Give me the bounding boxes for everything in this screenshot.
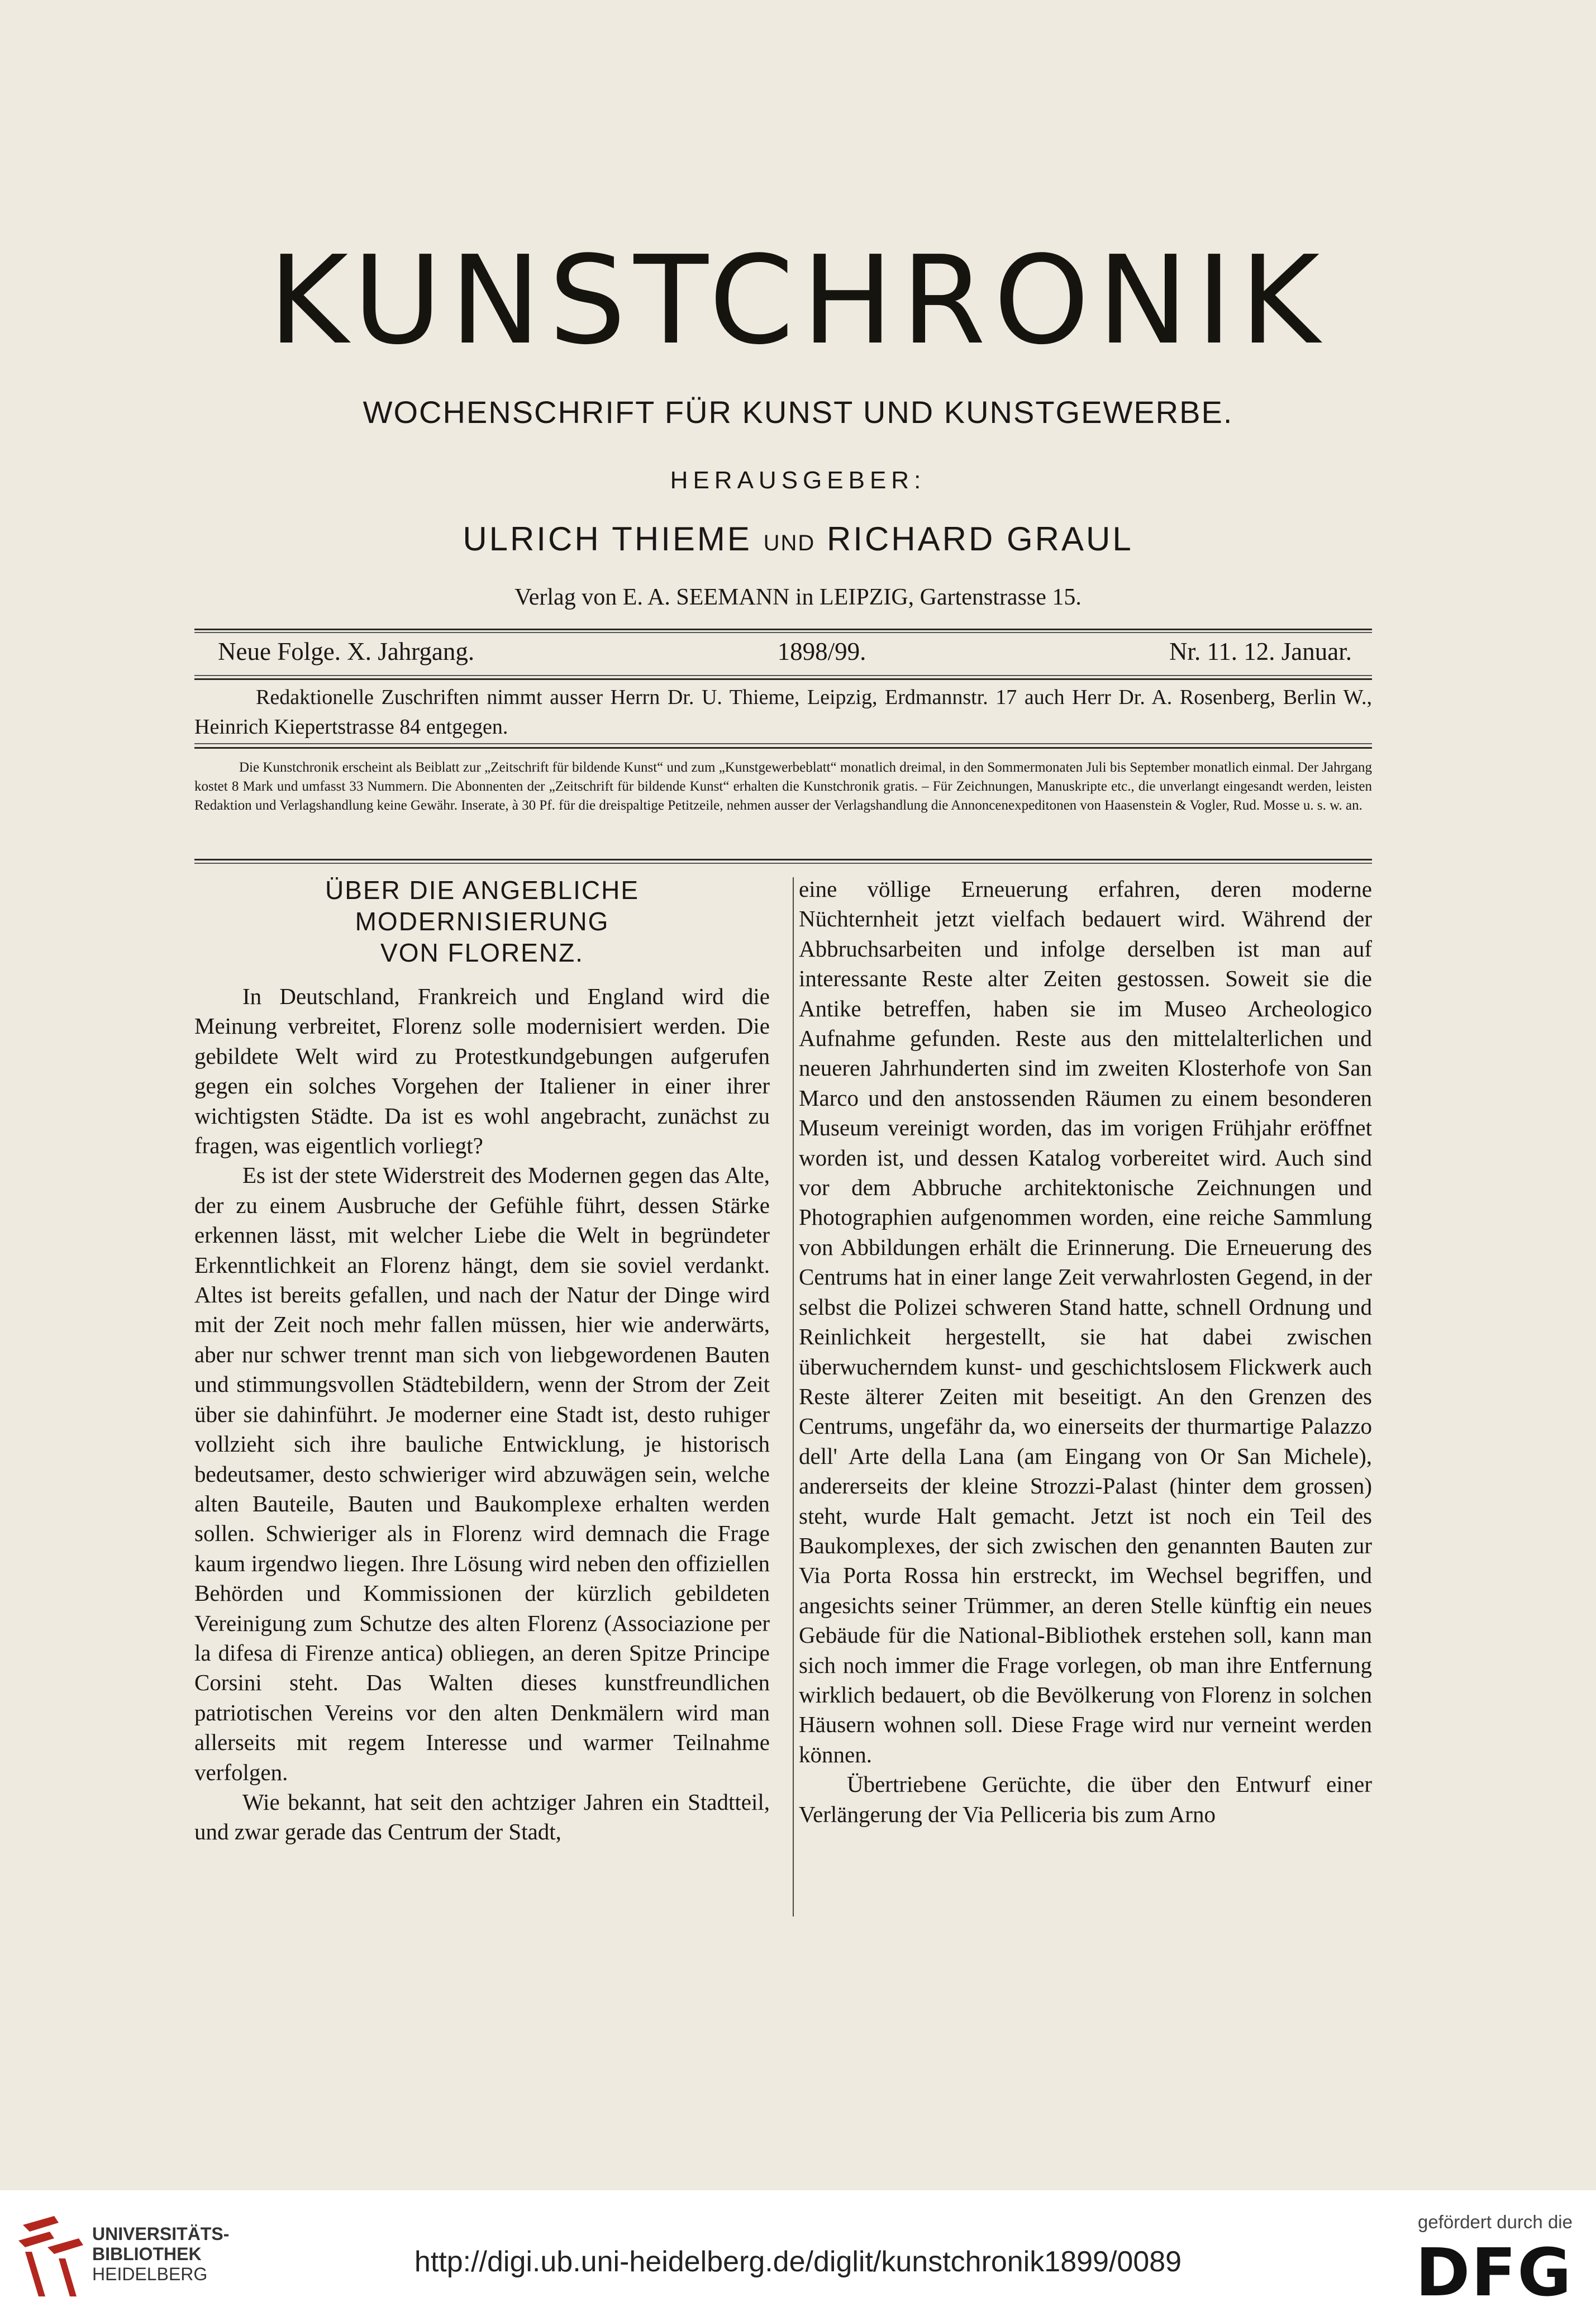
digitization-footer bbox=[0, 2190, 1596, 2316]
divider-rule bbox=[194, 675, 1372, 676]
divider-rule bbox=[194, 859, 1372, 860]
column-divider bbox=[793, 877, 794, 1916]
masthead-title: KUNSTCHRONIK bbox=[268, 230, 1328, 372]
divider-rule bbox=[194, 632, 1372, 633]
masthead-subtitle: WOCHENSCHRIFT FÜR KUNST UND KUNSTGEWERBE. bbox=[363, 394, 1233, 430]
issue-line bbox=[218, 637, 1352, 666]
editorial-note: Redaktionelle Zuschriften nimmt ausser Herrn Dr. U. Thieme, Leipzig, Erdmannstr. 17 auch Herr Dr. A. Rosenberg, Berlin W., Heinrich Kiepertstrasse 84 entgegen. bbox=[194, 686, 1372, 739]
paragraph: eine völlige Erneuerung erfahren, deren moderne Nüchternheit jetzt vielfach bedauert wird. Während der Abbruchsarbeiten und infolge derselben ist man auf interessante Reste alter Zeiten gestossen. Soweit sie die Antike betreffen, haben sie im Museo Archeologico Aufnahme gefunden. Reste aus den mittelalterlichen und neueren Jahrhunderten sind im zweiten Klosterhofe von San Marco und den anstossenden Räumen zu einem besonderen Museum vereinigt worden, das im vorigen Frühjahr eröffnet worden ist, und dessen Katalog vorbereitet wird. Auch sind vor dem Abbruche architektonische Zeichnungen und Photographien aufgenommen worden, eine reiche Sammlung von Abbildungen erhält die Erinnerung. Die Erneuerung des Centrums hat in einer lange Zeit verwahrlosten Gegend, in der selbst die Polizei schweren Stand hatte, schnell Ordnung und Reinlichkeit hergestellt, sie hat dabei zwischen überwucherndem kunst- und geschichtslosem Flickwerk auch Reste älterer Zeiten mit beseitigt. An den Grenzen des Centrums, ungefähr da, wo einerseits der thurmartige Palazzo dell' Arte della Lana (am Eingang von Or San Michele), andererseits der kleine Strozzi-Palast (hinter dem grossen) steht, wurde Halt gemacht. Jetzt ist noch ein Teil des Baukomplexes, der sich zwischen den genannten Bauten zur Via Porta Rossa hin erstreckt, im Wechsel begriffen, und angesichts seiner Trümmer, an deren Stelle künftig ein neues Gebäude für die National-Bibliothek erstehen soll, kann man sich noch immer die Frage vorlegen, ob man ihre Entfernung wirklich bedauert, ob die Bevölkerung von Florenz in solchen Häusern wohnen soll. Diese Frage wird nur verneint werden können. bbox=[799, 876, 1372, 1767]
library-name-line: HEIDELBERG bbox=[92, 2264, 208, 2284]
divider-rule bbox=[194, 863, 1372, 864]
subscription-notice: Die Kunstchronik erscheint als Beiblatt zur „Zeitschrift für bildende Kunst“ und zum „Kunstgewerbeblatt“ monatlich dreimal, in den Sommermonaten Juli bis September monatlich einmal. Der Jahrgang kostet 8 Mark und umfasst 33 Nummern. Die Abonnenten der „Zeitschrift für bildende Kunst“ erhalten die Kunstchronik gratis. – Für Zeichnungen, Manuskripte etc., die unverlangt eingesandt werden, leisten Redaktion und Verlagshandlung keine Gewähr. Inserate, à 30 Pf. für die dreispaltige Petitzeile, nehmen ausser der Verlagshandlung die Annoncenexpeditonen von Haasenstein & Vogler, Rud. Mosse u. s. w. an. bbox=[194, 760, 1372, 813]
paragraph: In Deutschland, Frankreich und England wird die Meinung verbreitet, Florenz solle modernisiert werden. Die gebildete Welt wird zu Protestkundgebungen aufgerufen gegen ein solches Vorgehen der Italiener in einer ihrer wichtigsten Städte. Da ist es wohl angebracht, zunächst zu fragen, was eigentlich vorliegt? bbox=[194, 983, 770, 1159]
funding-label: gefördert durch die bbox=[1417, 2212, 1573, 2232]
editor-name-1: ULRICH THIEME bbox=[463, 520, 752, 558]
divider-rule bbox=[194, 747, 1372, 749]
library-name-line: UNIVERSITÄTS- bbox=[92, 2224, 230, 2244]
article-title bbox=[194, 874, 770, 968]
divider-rule bbox=[194, 629, 1372, 630]
paragraph: Es ist der stete Widerstreit des Modernen gegen das Alte, der zu einem Ausbruche der Gefühle führt, dessen Stärke erkennen lässt, mit welcher Liebe die Welt in begründeter Erkenntlichkeit an Florenz hängt, dem sie soviel verdankt. Altes ist bereits gefallen, und nach der Natur der Dinge wird mit der Zeit noch mehr fallen müssen, hier wie anderwärts, aber nur schwer trennt man sich von liebgewordenen Bauten und stimmungsvollen Städtebildern, wenn der Strom der Zeit über sie dahinführt. Je moderner eine Stadt ist, desto ruhiger vollzieht sich ihre bauliche Entwicklung, je historisch bedeutsamer, desto schwieriger wird abzuwägen sein, welche alten Bauteile, Bauten und Baukomplexe erhalten werden sollen. Schwieriger als in Florenz wird demnach die Frage kaum irgendwo liegen. Ihre Lösung wird neben den offiziellen Behörden und Kommissionen der kürzlich gebildeten Vereinigung zum Schutze des alten Florenz (Associazione per la difesa di Firenze antica) obliegen, an deren Spitze Principe Corsini steht. Das Walten dieses kunstfreundlichen patriotischen Vereins vor den alten Denkmälern wird man allerseits mit regem Interesse und warmer Teilnahme verfolgen. bbox=[194, 1162, 770, 1785]
editor-label: HERAUSGEBER: bbox=[670, 467, 926, 494]
issue-number-date: Nr. 11. 12. Januar. bbox=[1169, 638, 1352, 665]
editors-line bbox=[0, 520, 1596, 558]
article-left-column bbox=[194, 874, 770, 1847]
publisher-line: Verlag von E. A. SEEMANN in LEIPZIG, Gartenstrasse 15. bbox=[514, 584, 1082, 610]
editors-conjunction: UND bbox=[763, 531, 816, 555]
issue-series: Neue Folge. X. Jahrgang. bbox=[218, 638, 475, 665]
paragraph: Wie bekannt, hat seit den achtziger Jahren ein Stadtteil, und zwar gerade das Centrum der Stadt, bbox=[194, 1789, 770, 1845]
divider-rule bbox=[194, 678, 1372, 680]
divider-rule bbox=[194, 743, 1372, 744]
article-title-line: VON FLORENZ. bbox=[380, 938, 584, 967]
article-right-column bbox=[799, 874, 1372, 1829]
permalink-url[interactable]: http://digi.ub.uni-heidelberg.de/diglit/kunstchronik1899/0089 bbox=[414, 2246, 1182, 2278]
article-title-line: ÜBER DIE ANGEBLICHE MODERNISIERUNG bbox=[325, 876, 640, 936]
issue-year: 1898/99. bbox=[777, 638, 866, 665]
library-name-line: BIBLIOTHEK bbox=[92, 2244, 202, 2264]
dfg-logo: DFG bbox=[1415, 2234, 1573, 2311]
paragraph: Übertriebene Gerüchte, die über den Entwurf einer Verlängerung der Via Pelliceria bis zum Arno bbox=[799, 1771, 1372, 1827]
editor-name-2: RICHARD GRAUL bbox=[826, 520, 1133, 558]
